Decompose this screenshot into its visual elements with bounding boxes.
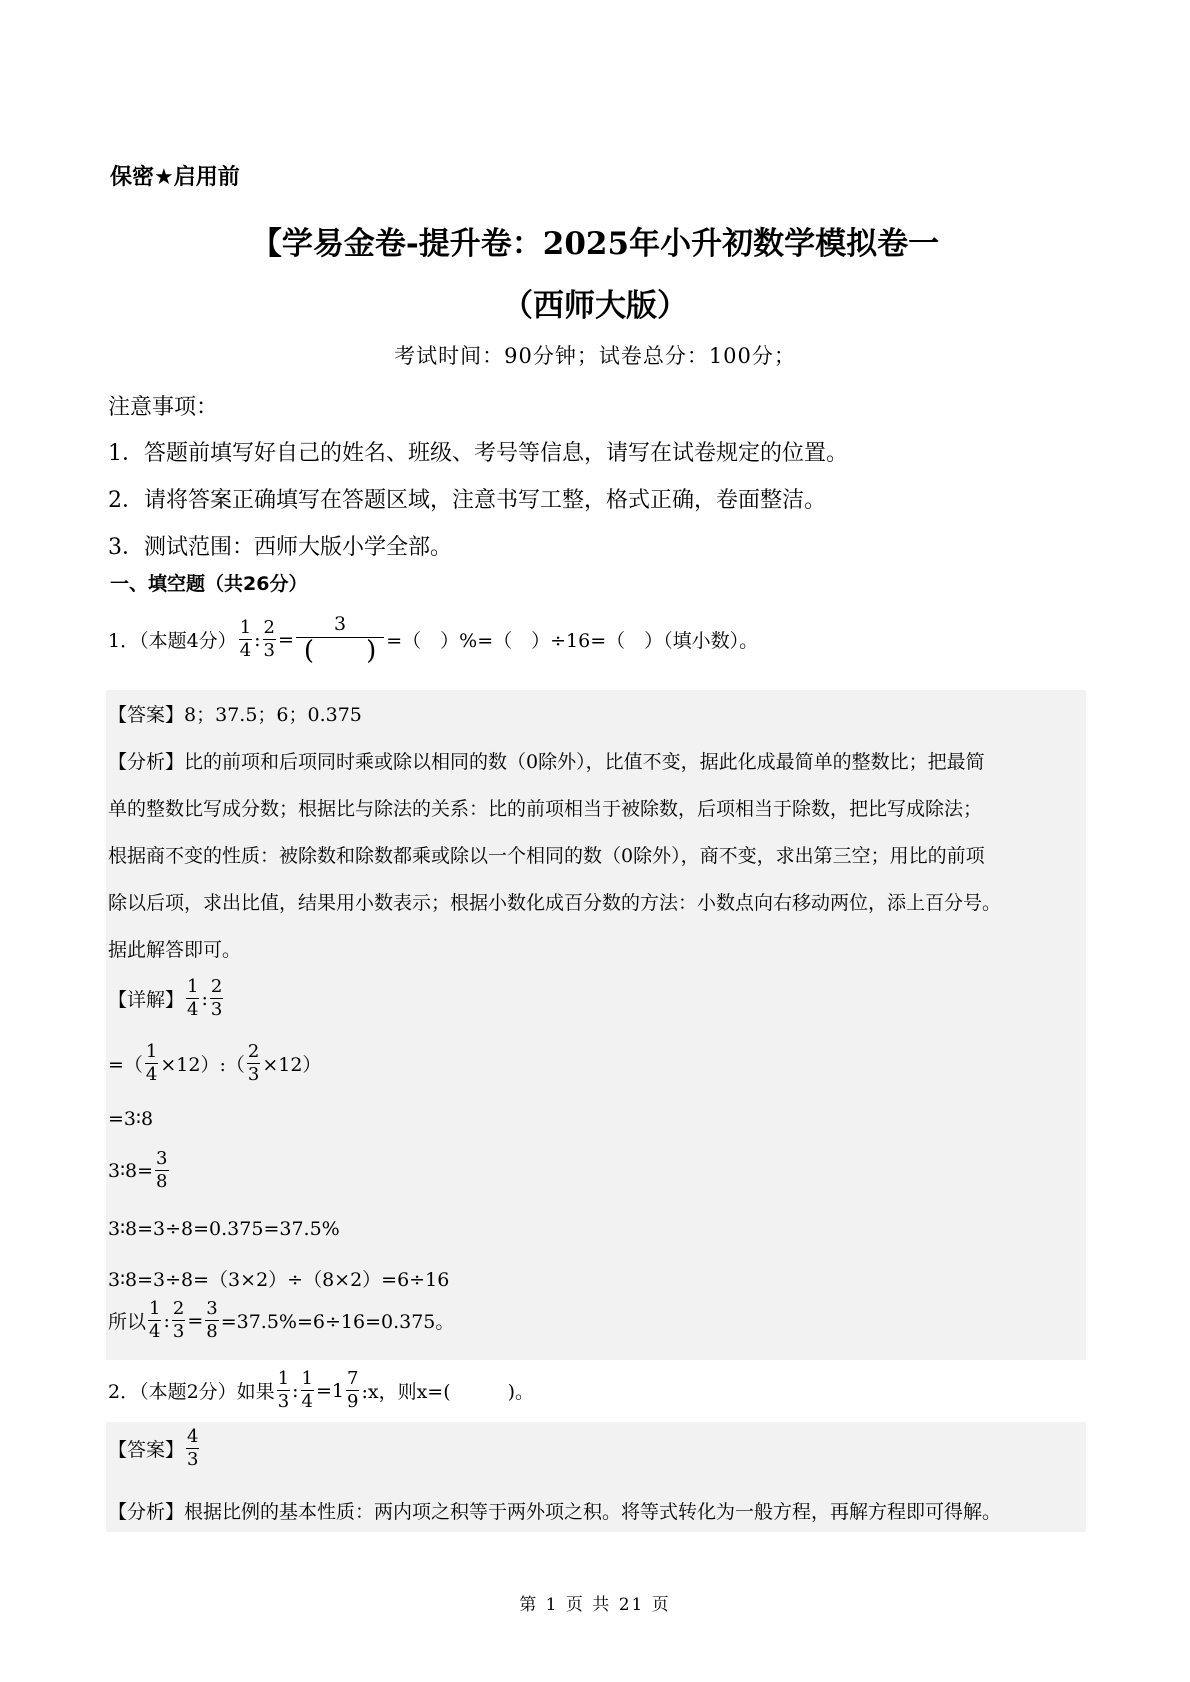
q2-suffix: :x，则x=( )。 bbox=[361, 1381, 535, 1403]
q1-rest: =（ ）%=（ ）÷16=（ ）（填小数）。 bbox=[386, 630, 759, 652]
q1-analysis-line-1: 【分析】 比的前项和后项同时乘或除以相同的数（0除外），比值不变，据此化成最简单的整数比；把最简 bbox=[108, 747, 985, 774]
q1-analysis-line-5: 据此解答即可。 bbox=[108, 939, 242, 961]
q1-detail-step-6: 3∶8=3÷8=（3×2）÷（8×2）=6÷16 bbox=[108, 1269, 450, 1291]
analysis-label: 【分析】 bbox=[108, 751, 185, 773]
exam-info: 考试时间：90分钟；试卷总分：100分； bbox=[394, 344, 796, 368]
section-heading: 一、填空题（共26分） bbox=[110, 573, 308, 595]
q1-analysis-line-3: 根据商不变的性质：被除数和除数都乘或除以一个相同的数（0除外），商不变，求出第三空；用比的前项 bbox=[108, 845, 985, 867]
q1-fraction-2: $\frac{2}{3}$ bbox=[263, 617, 275, 661]
notice-heading: 注意事项： bbox=[108, 395, 219, 420]
exam-title: 【学易金卷-提升卷：2025年小升初数学模拟卷一 bbox=[250, 226, 940, 262]
q1-detail-step-3: =3∶8 bbox=[108, 1108, 154, 1130]
answer-label: 【答案】 bbox=[108, 1439, 185, 1461]
q1-detail-step-7: 所以 $\frac{1}{4}$ : $\frac{2}{3}$ = $\frac{3}{8}$ =37.5%=6÷16=0.375。 bbox=[108, 1298, 455, 1342]
q1-detail-step-4: 3∶8= $\frac{3}{8}$ bbox=[108, 1148, 168, 1192]
page-footer: 第 1 页 共 21 页 bbox=[519, 1595, 671, 1615]
question-2: 2．（本题2分）如果 $\frac{1}{3}$ : $\frac{1}{4}$ =1 $\frac{7}{9}$ :x，则x=( )。 bbox=[108, 1368, 535, 1412]
exam-subtitle: （西师大版） bbox=[502, 288, 688, 324]
question-1 bbox=[108, 615, 758, 664]
q1-analysis-line-4: 除以后项，求出比值，结果用小数表示；根据小数化成百分数的方法：小数点向右移动两位，添上百分号。 bbox=[108, 892, 1002, 914]
q2-answer: 【答案】 $\frac{4}{3}$ bbox=[108, 1426, 199, 1470]
q1-equals: = bbox=[278, 628, 294, 651]
q1-detail-step-2: =（ $\frac{1}{4}$ ×12）:（ $\frac{2}{3}$ ×12） bbox=[108, 1041, 322, 1085]
q1-detail-step-1: 【详解】 $\frac{1}{4}$ : $\frac{2}{3}$ bbox=[108, 976, 223, 1020]
q1-analysis-line-2: 单的整数比写成分数；根据比与除法的关系：比的前项相当于被除数，后项相当于除数，把比写成除法； bbox=[108, 798, 983, 820]
notice-item-3: 3．测试范围：西师大版小学全部。 bbox=[108, 535, 452, 560]
answer-label: 【答案】 bbox=[108, 704, 185, 726]
answer-text: 8；37.5；6；0.375 bbox=[184, 704, 362, 726]
q1-colon: : bbox=[254, 628, 261, 651]
q1-prefix: 1．（本题4分） bbox=[108, 630, 237, 652]
notice-item-1: 1．答题前填写好自己的姓名、班级、考号等信息，请写在试卷规定的位置。 bbox=[108, 441, 848, 466]
notice-item-2: 2．请将答案正确填写在答题区域，注意书写工整，格式正确，卷面整洁。 bbox=[108, 488, 826, 513]
q2-analysis: 【分析】 根据比例的基本性质：两内项之积等于两外项之积。将等式转化为一般方程，再解方程即可得解。 bbox=[108, 1497, 1001, 1524]
q1-detail-step-5: 3∶8=3÷8=0.375=37.5% bbox=[108, 1218, 340, 1240]
confidential-mark: 保密★启用前 bbox=[110, 165, 240, 190]
q1-fraction-blank: $\frac{3}{( )}$ bbox=[296, 615, 384, 664]
detail-label: 【详解】 bbox=[108, 989, 185, 1011]
q1-answer-box bbox=[106, 690, 1086, 1360]
analysis-label: 【分析】 bbox=[108, 1501, 185, 1523]
q1-answer bbox=[108, 700, 362, 727]
q1-fraction-1: $\frac{1}{4}$ bbox=[239, 617, 252, 661]
q2-prefix: 2．（本题2分）如果 bbox=[108, 1381, 275, 1403]
